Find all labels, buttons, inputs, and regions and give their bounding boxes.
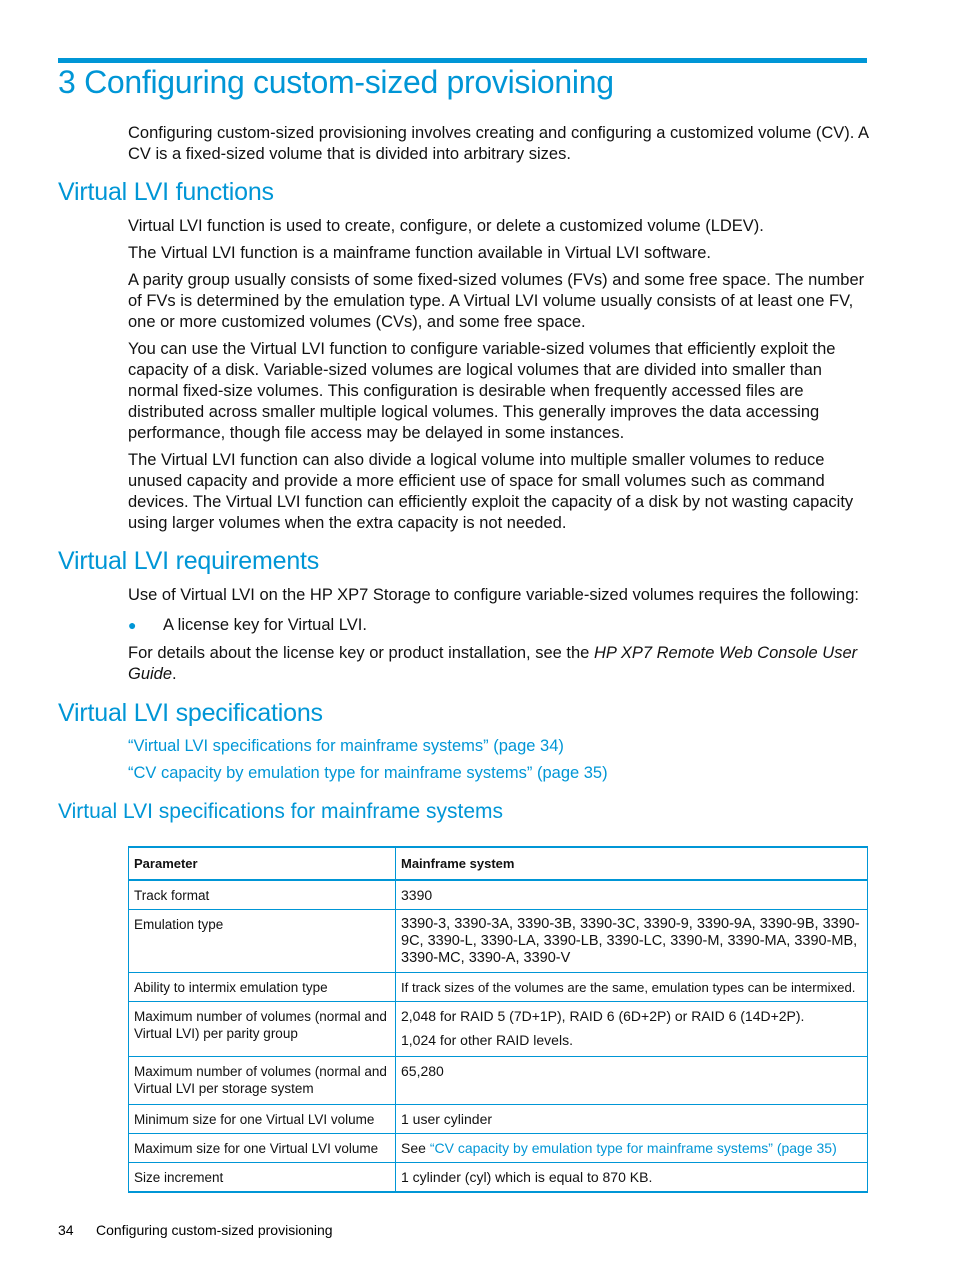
requirements-bullet-item: A license key for Virtual LVI. — [163, 616, 367, 634]
value-cell: 3390 — [396, 880, 868, 910]
details-suffix: . — [172, 665, 177, 683]
see-prefix: See — [401, 1140, 430, 1156]
value-cell: 3390-3, 3390-3A, 3390-3B, 3390-3C, 3390-9, 3390-9A, 3390-9B, 3390-9C, 3390-L, 3390-LA, 3390-LB, 3390-LC, 3390-M, 3390-MA, 3390-MB, 3390-MC, 3390-A, 3390-V — [396, 910, 868, 973]
section-heading-functions: Virtual LVI functions — [58, 178, 274, 206]
subsection-heading-mainframe: Virtual LVI specifications for mainframe systems — [58, 800, 504, 823]
xref-link-2[interactable]: “CV capacity by emulation type for mainframe systems” (page 35) — [128, 764, 608, 782]
value-line-1: 2,048 for RAID 5 (7D+1P), RAID 6 (6D+2P) or RAID 6 (14D+2P). — [401, 1008, 805, 1024]
page-number: 34 — [58, 1222, 74, 1238]
bullet-icon: ● — [128, 617, 137, 633]
functions-paragraph-5: The Virtual LVI function can also divide a logical volume into multiple smaller volumes to reduce unused capacity and provide a more efficient use of space for small volumes such as command devices. The Virtual LVI function can efficiently exploit the capacity of a disk by not wasting capacity using larger volumes when the extra capacity is not needed. — [128, 451, 854, 532]
xref-link-1[interactable]: “Virtual LVI specifications for mainframe systems” (page 34) — [128, 737, 564, 755]
value-cell — [396, 1002, 868, 1057]
param-cell: Track format — [129, 880, 396, 910]
value-cell: 65,280 — [396, 1057, 868, 1105]
column-header-mainframe-system: Mainframe system — [396, 847, 868, 880]
requirements-intro: Use of Virtual LVI on the HP XP7 Storage to configure variable-sized volumes requires the following: — [128, 586, 859, 604]
chapter-title: 3 Configuring custom-sized provisioning — [58, 64, 614, 100]
functions-paragraph-3: A parity group usually consists of some fixed-sized volumes (FVs) and some free space. The number of FVs is determined by the emulation type. A Virtual LVI volume usually consists of at least one FV, one or more customized volumes (CVs), and some free space. — [128, 271, 865, 331]
value-cell: 1 cylinder (cyl) which is equal to 870 KB. — [396, 1163, 868, 1193]
table-row — [129, 880, 868, 910]
value-cell: 1 user cylinder — [396, 1105, 868, 1134]
table-row — [129, 1134, 868, 1163]
param-cell: Size increment — [129, 1163, 396, 1193]
section-heading-specifications: Virtual LVI specifications — [58, 699, 323, 727]
functions-paragraph-2: The Virtual LVI function is a mainframe function available in Virtual LVI software. — [128, 244, 711, 262]
table-row — [129, 973, 868, 1002]
chapter-rule — [58, 58, 867, 63]
specifications-table — [128, 846, 868, 1193]
param-cell: Maximum size for one Virtual LVI volume — [129, 1134, 396, 1163]
value-line-2: 1,024 for other RAID levels. — [401, 1032, 573, 1048]
param-cell: Ability to intermix emulation type — [129, 973, 396, 1002]
value-cell — [396, 1134, 868, 1163]
xref-link-table[interactable]: “CV capacity by emulation type for mainframe systems” (page 35) — [429, 1140, 837, 1156]
column-header-parameter: Parameter — [129, 847, 396, 880]
table-row — [129, 1163, 868, 1193]
xref-link-mainframe-specs[interactable] — [128, 736, 870, 757]
functions-paragraph-1: Virtual LVI function is used to create, configure, or delete a customized volume (LDEV). — [128, 217, 764, 235]
table-header-row — [129, 847, 868, 880]
param-cell: Emulation type — [129, 910, 396, 973]
footer-title: Configuring custom-sized provisioning — [96, 1222, 333, 1238]
details-prefix: For details about the license key or product installation, see the — [128, 644, 594, 662]
guide-title: HP XP7 Remote Web Console User Guide — [128, 644, 858, 683]
table-row — [129, 910, 868, 973]
table-row — [129, 1057, 868, 1105]
param-cell: Maximum number of volumes (normal and Virtual LVI per storage system — [129, 1057, 396, 1105]
functions-paragraph-4: You can use the Virtual LVI function to configure variable-sized volumes that efficiently exploit the capacity of a disk. Variable-sized volumes are logical volumes that are divided into smaller than normal fixed-size volumes. This configuration is desirable when frequently accessed files are distributed across smaller multiple logical volumes. This generally improves the data accessing performance, though file access may be delayed in some instances. — [128, 340, 836, 442]
section-heading-requirements: Virtual LVI requirements — [58, 547, 320, 575]
requirements-details — [128, 643, 870, 685]
intro-paragraph: Configuring custom-sized provisioning involves creating and configuring a customized volume (CV). A CV is a fixed-sized volume that is divided into arbitrary sizes. — [128, 124, 869, 163]
xref-link-cv-capacity[interactable] — [128, 763, 870, 784]
table-row — [129, 1002, 868, 1057]
table-row — [129, 1105, 868, 1134]
param-cell: Minimum size for one Virtual LVI volume — [129, 1105, 396, 1134]
param-cell: Maximum number of volumes (normal and Virtual LVI) per parity group — [129, 1002, 396, 1057]
value-cell: If track sizes of the volumes are the same, emulation types can be intermixed. — [396, 973, 868, 1002]
